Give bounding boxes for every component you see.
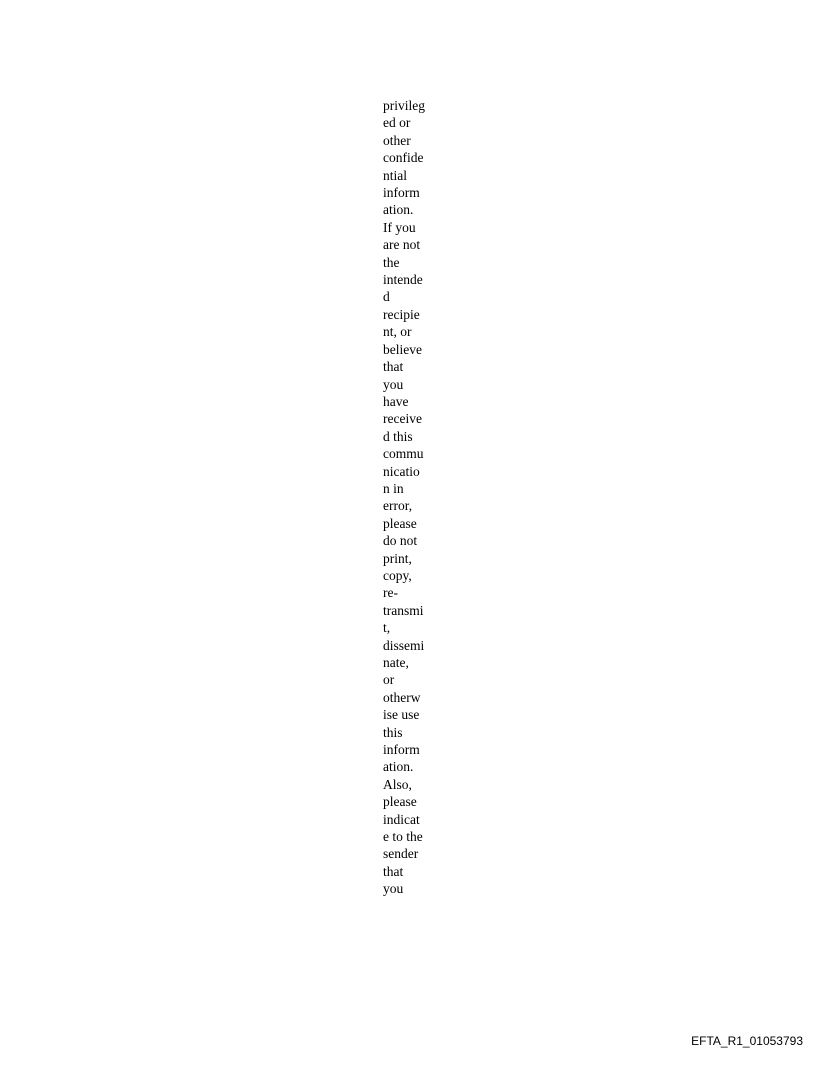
text-line: inform <box>383 185 420 201</box>
text-line: inform <box>383 742 420 758</box>
text-line: n in <box>383 480 404 496</box>
text-line: do not <box>383 533 418 549</box>
text-line: commu <box>383 446 424 462</box>
text-line: the <box>383 254 400 270</box>
text-line: transmi <box>383 602 424 618</box>
text-line: ation. <box>383 759 414 775</box>
text-line: t, <box>383 620 391 636</box>
text-line: error, <box>383 498 413 514</box>
text-line: copy, <box>383 567 412 583</box>
text-line: confide <box>383 150 424 166</box>
text-line: intende <box>383 272 423 288</box>
text-line: privileg <box>383 98 425 113</box>
text-line: e to the <box>383 829 423 845</box>
text-line: nt, or <box>383 324 412 340</box>
text-line: that <box>383 863 404 879</box>
text-line: ise use <box>383 707 420 723</box>
text-line: ation. <box>383 202 414 218</box>
text-line: If you <box>383 219 416 235</box>
text-line: this <box>383 724 403 740</box>
text-line: sender <box>383 846 419 862</box>
text-line: ntial <box>383 167 407 183</box>
text-line: nicatio <box>383 463 420 479</box>
confidentiality-notice-text <box>383 97 443 898</box>
text-line: d this <box>383 428 413 444</box>
text-line: nate, <box>383 655 409 670</box>
document-id-stamp: EFTA_R1_01053793 <box>691 1034 803 1048</box>
text-line: receive <box>383 411 422 427</box>
text-line: are not <box>383 237 421 253</box>
text-line: re- <box>383 585 398 601</box>
text-line: you <box>383 376 404 392</box>
text-line: recipie <box>383 306 420 322</box>
text-line: print, <box>383 550 412 566</box>
text-line: Also, <box>383 776 412 792</box>
text-line: please <box>383 515 417 531</box>
text-line: that <box>383 359 404 375</box>
text-line: or <box>383 672 395 688</box>
text-line: otherw <box>383 689 421 705</box>
text-line: other <box>383 132 411 148</box>
text-line: indicat <box>383 811 420 827</box>
text-line: ed or <box>383 115 411 131</box>
text-line: please <box>383 794 417 810</box>
text-line: believe <box>383 341 422 357</box>
text-line: you <box>383 881 404 897</box>
text-line: d <box>383 289 390 305</box>
text-line: have <box>383 393 409 409</box>
text-line: dissemi <box>383 637 425 653</box>
